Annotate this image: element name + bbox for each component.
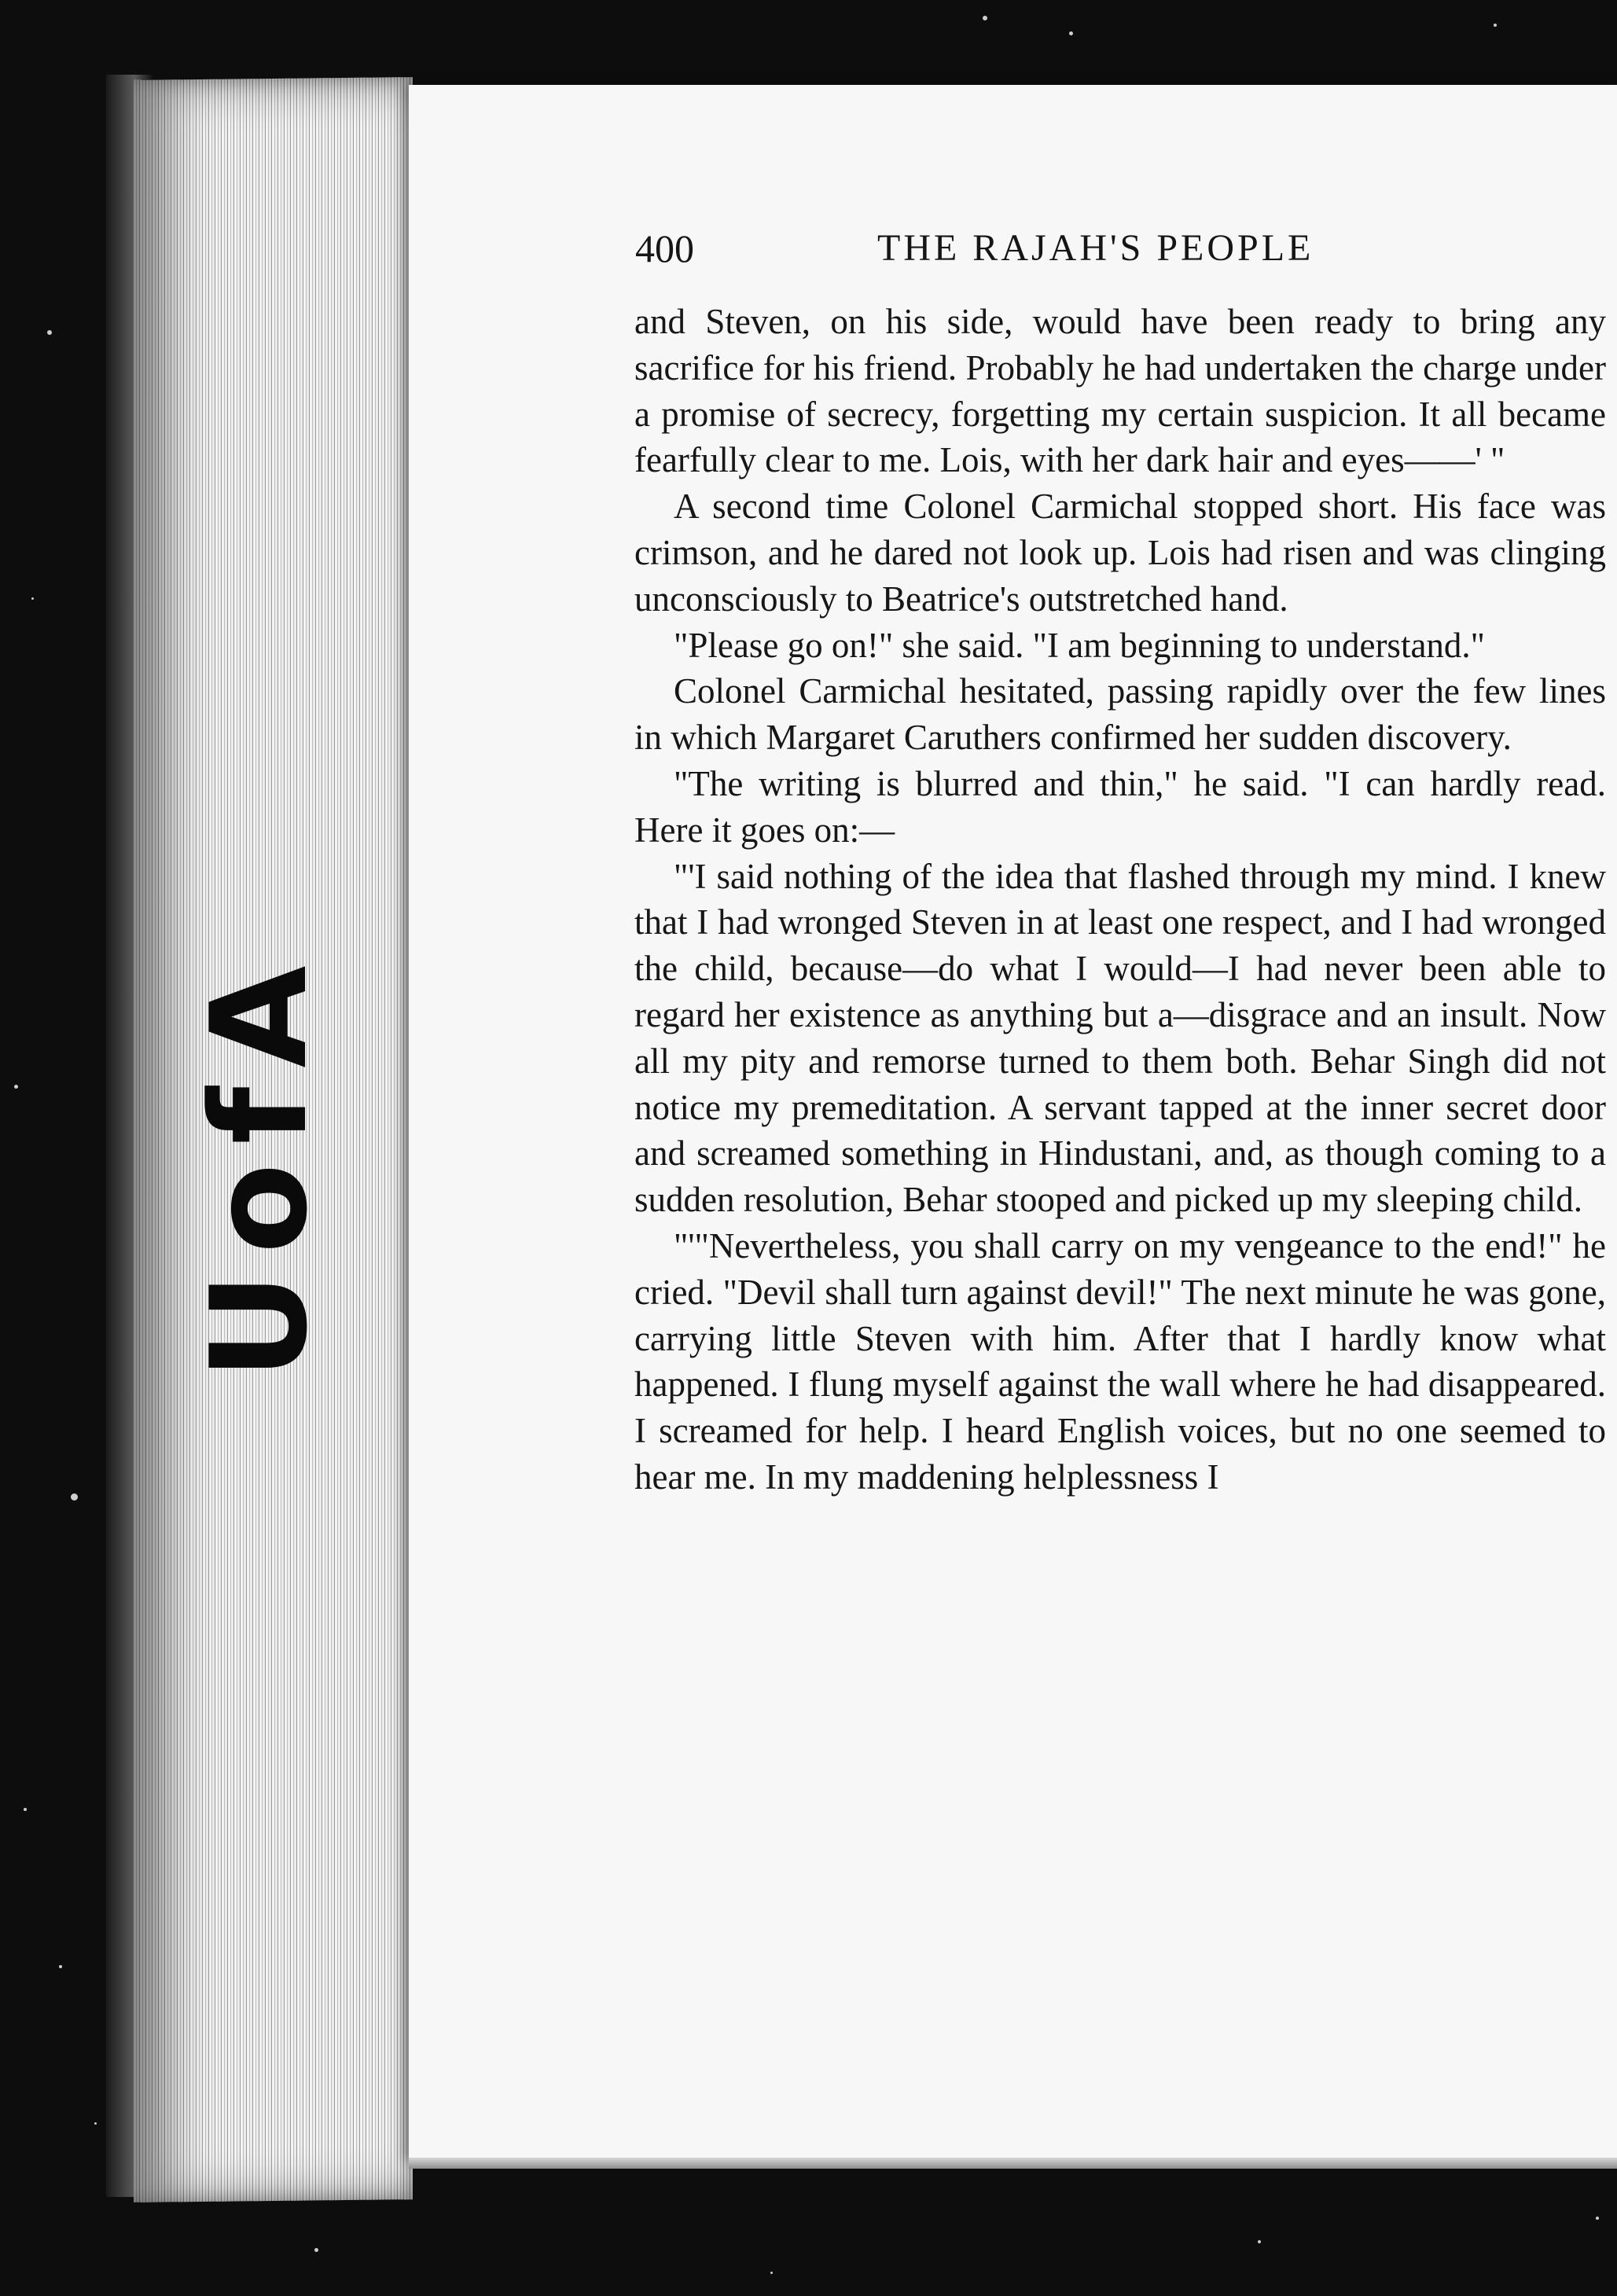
dust-speck bbox=[1258, 2240, 1261, 2243]
page-number: 400 bbox=[635, 226, 694, 270]
dust-speck bbox=[47, 330, 52, 335]
paragraph: and Steven, on his side, would have been ready to bring any sacrifice for his friend. Probably he had undertaken the charge under a promise of secrecy, forgetting my certain suspicion. It all became fearfully clear to me. Lois, with her dark hair and eyes——' " bbox=[634, 302, 1606, 480]
page-bottom-edge bbox=[409, 2158, 1617, 2169]
dust-speck bbox=[94, 2122, 97, 2125]
dust-speck bbox=[24, 1808, 27, 1811]
book-page bbox=[409, 85, 1617, 2160]
paragraph: "'"Nevertheless, you shall carry on my vengeance to the end!" he cried. "Devil shall turn against devil!" The next minute he was gone, carrying little Steven with him. After that I hardly know what happened. I flung myself against the wall where he had disappeared. I screamed for help. I heard English voices, but no one seemed to hear me. In my maddening helplessness I bbox=[634, 1225, 1606, 1497]
library-stamp bbox=[181, 880, 338, 1446]
dust-speck bbox=[59, 1965, 62, 1968]
body-text bbox=[634, 299, 1606, 1501]
library-stamp-text: UofA bbox=[182, 946, 336, 1380]
dust-speck bbox=[770, 2272, 773, 2274]
paragraph: "'I said nothing of the idea that flashed through my mind. I knew that I had wronged Steven in at least one respect, and I had wronged the child, because—do what I would—I had never been able to regard her existence as anything but a—disgrace and an insult. Now all my pity and remorse turned to them both. Behar Singh did not notice my premeditation. A servant tapped at the inner secret door and screamed something in Hindustani, and, as though coming to a sudden resolution, Behar stooped and picked up my sleeping child. bbox=[634, 856, 1606, 1220]
dust-speck bbox=[1069, 31, 1073, 35]
dust-speck bbox=[983, 16, 987, 20]
dust-speck bbox=[314, 2248, 318, 2252]
dust-speck bbox=[1596, 2217, 1599, 2220]
running-head bbox=[635, 217, 1617, 280]
paragraph: "Please go on!" she said. "I am beginning to understand." bbox=[674, 625, 1486, 665]
dust-speck bbox=[1494, 24, 1497, 27]
paragraph: "The writing is blurred and thin," he said. "I can hardly read. Here it goes on:— bbox=[634, 763, 1606, 850]
dust-speck bbox=[71, 1493, 78, 1501]
paragraph: A second time Colonel Carmichal stopped short. His face was crimson, and he dared not look up. Lois had risen and was clinging unconsciously to Beatrice's outstretched hand. bbox=[634, 487, 1606, 619]
dust-speck bbox=[31, 597, 34, 600]
dust-speck bbox=[14, 1085, 18, 1089]
running-title: THE RAJAH'S PEOPLE bbox=[877, 227, 1314, 269]
paragraph: Colonel Carmichal hesitated, passing rapidly over the few lines in which Margaret Caruthers confirmed her sudden discovery. bbox=[634, 671, 1606, 758]
